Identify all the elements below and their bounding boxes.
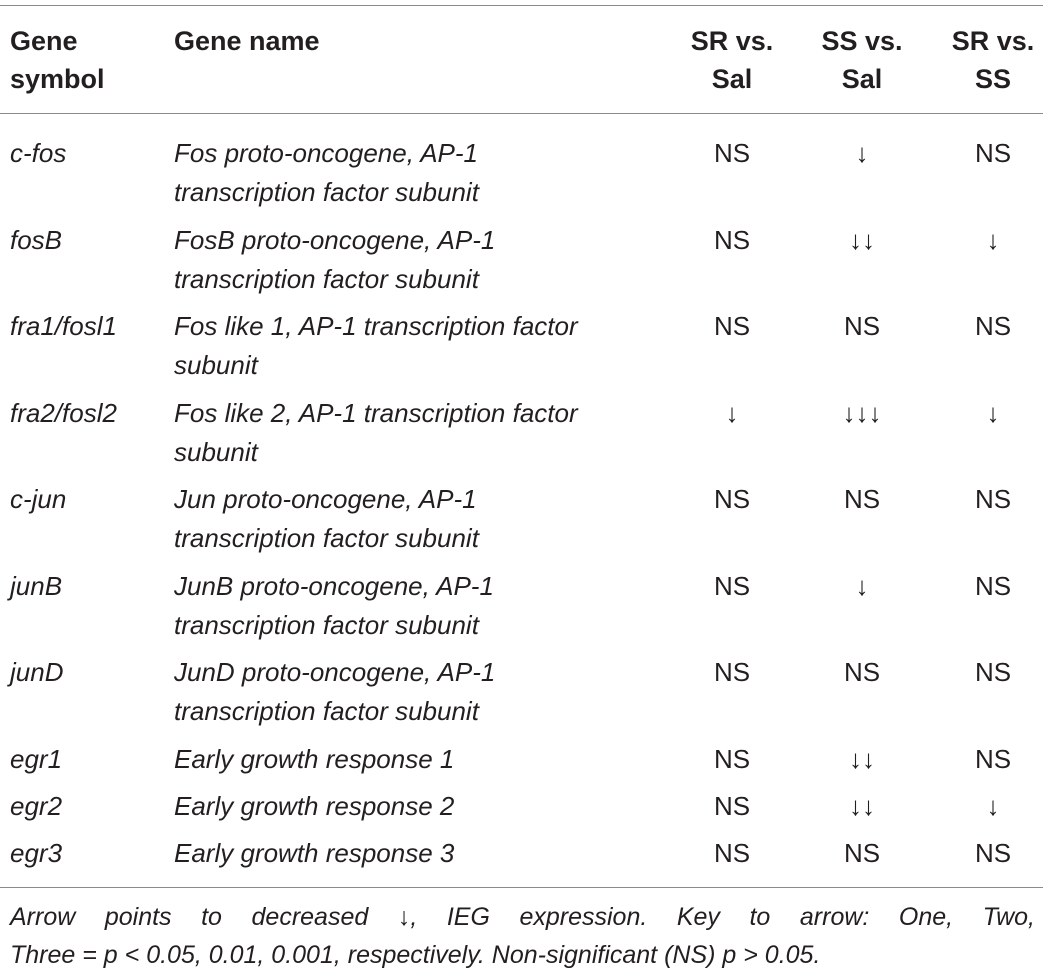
footnote-line: Three = p < 0.05, 0.01, 0.001, respectively. Non-significant (NS) p > 0.05. — [10, 941, 821, 969]
gene-symbol-cell: fosB — [10, 225, 63, 255]
gene-name-line: Fos like 1, AP-1 transcription factor — [174, 311, 578, 341]
gene-name-cell — [174, 567, 644, 644]
sr-vs-sal-cell: NS — [713, 484, 751, 514]
gene-name-cell — [174, 480, 644, 557]
ss-vs-sal-cell: ↓ — [855, 138, 869, 168]
header-gene-name: Gene name — [174, 26, 320, 56]
header-sr-vs-sal-line: Sal — [711, 64, 753, 94]
gene-symbol-cell: fra2/fosl2 — [10, 398, 117, 428]
gene-name-line: FosB proto-oncogene, AP-1 — [174, 225, 496, 255]
gene-name-line: subunit — [174, 436, 258, 467]
header-gene-symbol-line: Gene — [10, 26, 78, 56]
sr-vs-sal-cell: NS — [713, 225, 751, 255]
gene-name-line: JunB proto-oncogene, AP-1 — [174, 571, 494, 601]
ss-vs-sal-cell: ↓↓ — [849, 225, 875, 255]
gene-name-line: transcription factor subunit — [174, 695, 479, 726]
sr-vs-ss-cell: NS — [974, 744, 1012, 774]
sr-vs-sal-cell: NS — [713, 657, 751, 687]
gene-name-cell — [174, 134, 644, 211]
sr-vs-ss-cell: NS — [974, 657, 1012, 687]
header-gene-symbol-line: symbol — [10, 64, 105, 94]
ss-vs-sal-cell: NS — [843, 311, 881, 341]
sr-vs-ss-cell: NS — [974, 571, 1012, 601]
gene-name-line: subunit — [174, 349, 258, 380]
gene-symbol-cell: c-jun — [10, 484, 67, 514]
sr-vs-ss-cell: NS — [974, 838, 1012, 868]
sr-vs-ss-cell: NS — [974, 138, 1012, 168]
gene-name-line: Jun proto-oncogene, AP-1 — [174, 484, 477, 514]
sr-vs-sal-cell: NS — [713, 571, 751, 601]
gene-name-line: Early growth response 1 — [174, 744, 455, 774]
gene-name-cell — [174, 787, 644, 826]
gene-name-line: transcription factor subunit — [174, 263, 479, 294]
header-gene-symbol — [10, 22, 160, 98]
gene-name-line: Fos like 2, AP-1 transcription factor — [174, 398, 578, 428]
sr-vs-sal-cell: NS — [713, 744, 751, 774]
gene-name-cell — [174, 653, 644, 730]
sr-vs-sal-cell: NS — [713, 311, 751, 341]
footnote-line: Arrow points to decreased ↓, IEG expression. Key to arrow: One, Two, — [10, 903, 1035, 931]
header-ss-vs-sal — [806, 22, 918, 98]
ss-vs-sal-cell: ↓↓ — [849, 791, 875, 821]
gene-name-line: Early growth response 3 — [174, 838, 455, 868]
header-sr-vs-ss — [938, 22, 1043, 98]
gene-symbol-cell: egr2 — [10, 791, 63, 821]
gene-symbol-cell: fra1/fosl1 — [10, 311, 117, 341]
gene-name-line: Early growth response 2 — [174, 791, 455, 821]
ss-vs-sal-cell: NS — [843, 657, 881, 687]
sr-vs-ss-cell: ↓ — [986, 791, 1000, 821]
gene-name-cell — [174, 834, 644, 873]
gene-name-line: transcription factor subunit — [174, 176, 479, 207]
header-sr-vs-sal-line: SR vs. — [690, 26, 774, 56]
sr-vs-sal-cell: ↓ — [725, 398, 739, 428]
ss-vs-sal-cell: ↓ — [855, 571, 869, 601]
gene-name-line: transcription factor subunit — [174, 609, 479, 640]
sr-vs-sal-cell: NS — [713, 138, 751, 168]
sr-vs-ss-cell: NS — [974, 311, 1012, 341]
gene-symbol-cell: egr3 — [10, 838, 63, 868]
ss-vs-sal-cell: NS — [843, 484, 881, 514]
sr-vs-ss-cell: ↓ — [986, 225, 1000, 255]
header-sr-vs-sal — [676, 22, 788, 98]
header-ss-vs-sal-line: SS vs. — [821, 26, 903, 56]
sr-vs-sal-cell: NS — [713, 791, 751, 821]
gene-symbol-cell: junD — [10, 657, 64, 687]
gene-name-line: Fos proto-oncogene, AP-1 — [174, 138, 478, 168]
header-sr-vs-ss-line: SS — [974, 64, 1012, 94]
header-sr-vs-ss-line: SR vs. — [951, 26, 1035, 56]
sr-vs-sal-cell: NS — [713, 838, 751, 868]
gene-symbol-cell: egr1 — [10, 744, 63, 774]
gene-symbol-cell: c-fos — [10, 138, 67, 168]
ss-vs-sal-cell: NS — [843, 838, 881, 868]
gene-name-cell — [174, 221, 644, 298]
gene-symbol-cell: junB — [10, 571, 63, 601]
header-rule — [0, 113, 1043, 114]
bottom-rule — [0, 887, 1043, 888]
sr-vs-ss-cell: ↓ — [986, 398, 1000, 428]
gene-name-line: transcription factor subunit — [174, 522, 479, 553]
ss-vs-sal-cell: ↓↓↓ — [842, 398, 882, 428]
sr-vs-ss-cell: NS — [974, 484, 1012, 514]
gene-name-line: JunD proto-oncogene, AP-1 — [174, 657, 496, 687]
table-footnote — [10, 898, 1035, 974]
ss-vs-sal-cell: ↓↓ — [849, 744, 875, 774]
header-ss-vs-sal-line: Sal — [841, 64, 883, 94]
gene-name-cell — [174, 394, 644, 471]
top-rule — [0, 5, 1043, 6]
gene-name-cell — [174, 307, 644, 384]
gene-name-cell — [174, 740, 644, 779]
